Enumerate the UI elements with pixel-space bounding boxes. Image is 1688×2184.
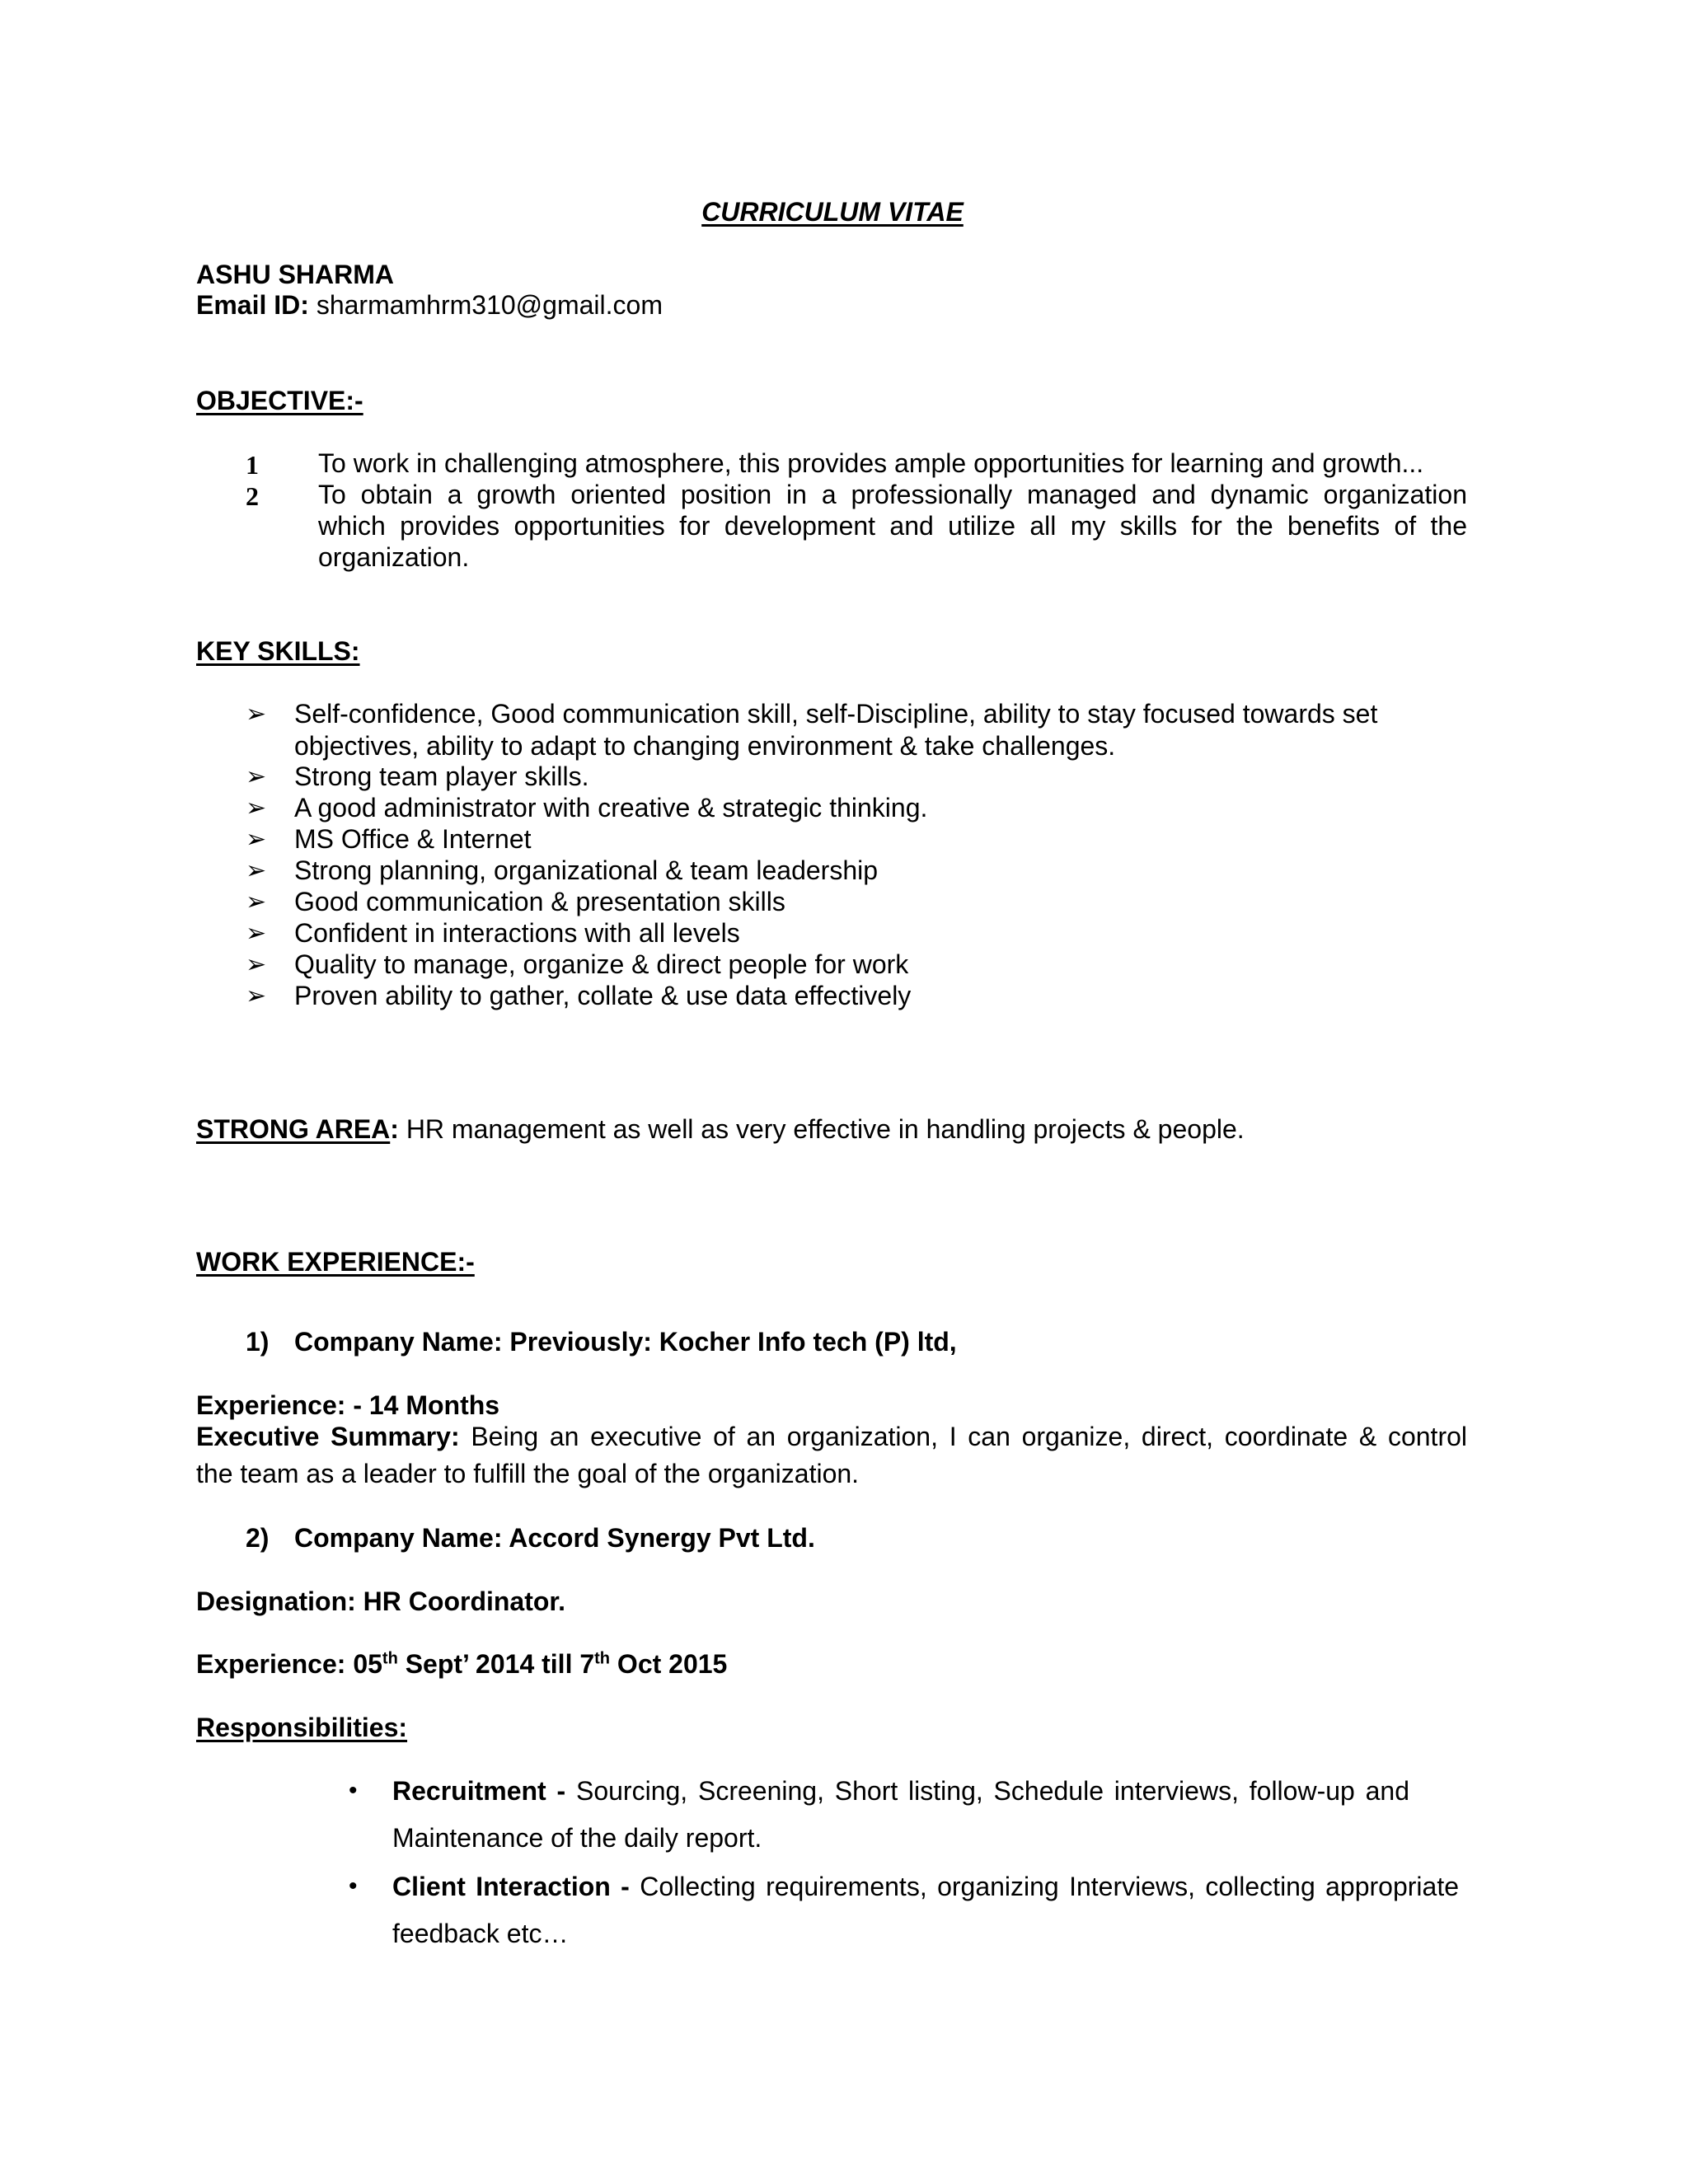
arrow-bullet-icon: ➢ <box>246 951 267 978</box>
responsibilities-heading: Responsibilities: <box>196 1713 408 1742</box>
arrow-bullet-icon: ➢ <box>246 701 267 728</box>
responsibility-continuation: feedback etc… <box>392 1919 569 1948</box>
document-title: CURRICULUM VITAE <box>701 197 964 227</box>
ordinal-suffix: th <box>382 1649 398 1668</box>
objective-number: 2 <box>246 481 259 511</box>
bullet-dot-icon: • <box>349 1777 358 1804</box>
executive-summary-line <box>196 1421 1467 1452</box>
objective-heading: OBJECTIVE:- <box>196 386 363 415</box>
skill-item: Strong team player skills. <box>294 762 589 791</box>
key-skills-heading: KEY SKILLS: <box>196 636 360 666</box>
experience-2-suffix: Oct 2015 <box>610 1649 728 1679</box>
objective-item-2-line: organization. <box>318 542 470 572</box>
strong-area-line <box>196 1113 1245 1145</box>
email-value: sharmamhrm310@gmail.com <box>316 290 663 320</box>
responsibility-item <box>392 1871 1459 1902</box>
ordinal-suffix: th <box>594 1649 611 1668</box>
experience-2-mid: Sept’ 2014 till 7 <box>397 1649 595 1679</box>
responsibility-item <box>392 1775 1409 1807</box>
responsibility-continuation: Maintenance of the daily report. <box>392 1823 762 1853</box>
strong-area-text: HR management as well as very effective in handling projects & people. <box>406 1114 1245 1144</box>
executive-summary-continuation: the team as a leader to fulfill the goal of the organization. <box>196 1459 860 1488</box>
responsibility-text: Collecting requirements, organizing Interviews, collecting appropriate <box>640 1872 1460 1901</box>
work-experience-heading: WORK EXPERIENCE:- <box>196 1247 475 1277</box>
objective-item-2-line: which provides opportunities for development and utilize all my skills for the benefits of the <box>318 511 1467 541</box>
email-line <box>196 289 663 321</box>
executive-summary-text: Being an executive of an organization, I can organize, direct, coordinate & control <box>471 1422 1467 1451</box>
responsibility-label: Recruitment - <box>392 1776 566 1806</box>
company-number: 2) <box>246 1523 270 1553</box>
objective-item-2-line: To obtain a growth oriented position in a professionally managed and dynamic organization <box>318 480 1467 509</box>
arrow-bullet-icon: ➢ <box>246 794 267 822</box>
company-1-name: Company Name: Previously: Kocher Info tech (P) ltd, <box>294 1327 957 1357</box>
skill-item: MS Office & Internet <box>294 824 532 854</box>
responsibility-text: Sourcing, Screening, Short listing, Schedule interviews, follow-up and <box>575 1776 1410 1806</box>
skill-item: A good administrator with creative & strategic thinking. <box>294 793 928 823</box>
arrow-bullet-icon: ➢ <box>246 982 267 1010</box>
bullet-dot-icon: • <box>349 1872 358 1900</box>
executive-summary-label: Executive Summary: <box>196 1422 460 1451</box>
candidate-name: ASHU SHARMA <box>196 260 394 289</box>
skill-item-continuation: objectives, ability to adapt to changing environment & take challenges. <box>294 731 1116 761</box>
experience-2 <box>196 1648 727 1680</box>
strong-area-label: STRONG AREA <box>196 1114 391 1144</box>
experience-1: Experience: - 14 Months <box>196 1390 500 1420</box>
email-label: Email ID: <box>196 290 309 320</box>
arrow-bullet-icon: ➢ <box>246 920 267 947</box>
arrow-bullet-icon: ➢ <box>246 888 267 916</box>
company-2-name: Company Name: Accord Synergy Pvt Ltd. <box>294 1523 815 1553</box>
company-number: 1) <box>246 1327 270 1357</box>
skill-item: Quality to manage, organize & direct people for work <box>294 949 909 979</box>
arrow-bullet-icon: ➢ <box>246 763 267 790</box>
skill-item: Good communication & presentation skills <box>294 887 785 916</box>
skill-item: Strong planning, organizational & team leadership <box>294 855 879 885</box>
arrow-bullet-icon: ➢ <box>246 857 267 884</box>
designation: Designation: HR Coordinator. <box>196 1586 565 1616</box>
experience-2-prefix: Experience: 05 <box>196 1649 382 1679</box>
skill-item: Self-confidence, Good communication skill, self-Discipline, ability to stay focused towards set <box>294 699 1378 729</box>
objective-item-1: To work in challenging atmosphere, this provides ample opportunities for learning and growth... <box>318 448 1424 478</box>
skill-item: Proven ability to gather, collate & use data effectively <box>294 981 912 1010</box>
skill-item: Confident in interactions with all levels <box>294 918 740 948</box>
strong-area-colon: : <box>390 1114 399 1144</box>
objective-number: 1 <box>246 450 259 480</box>
arrow-bullet-icon: ➢ <box>246 826 267 853</box>
responsibility-label: Client Interaction - <box>392 1872 630 1901</box>
